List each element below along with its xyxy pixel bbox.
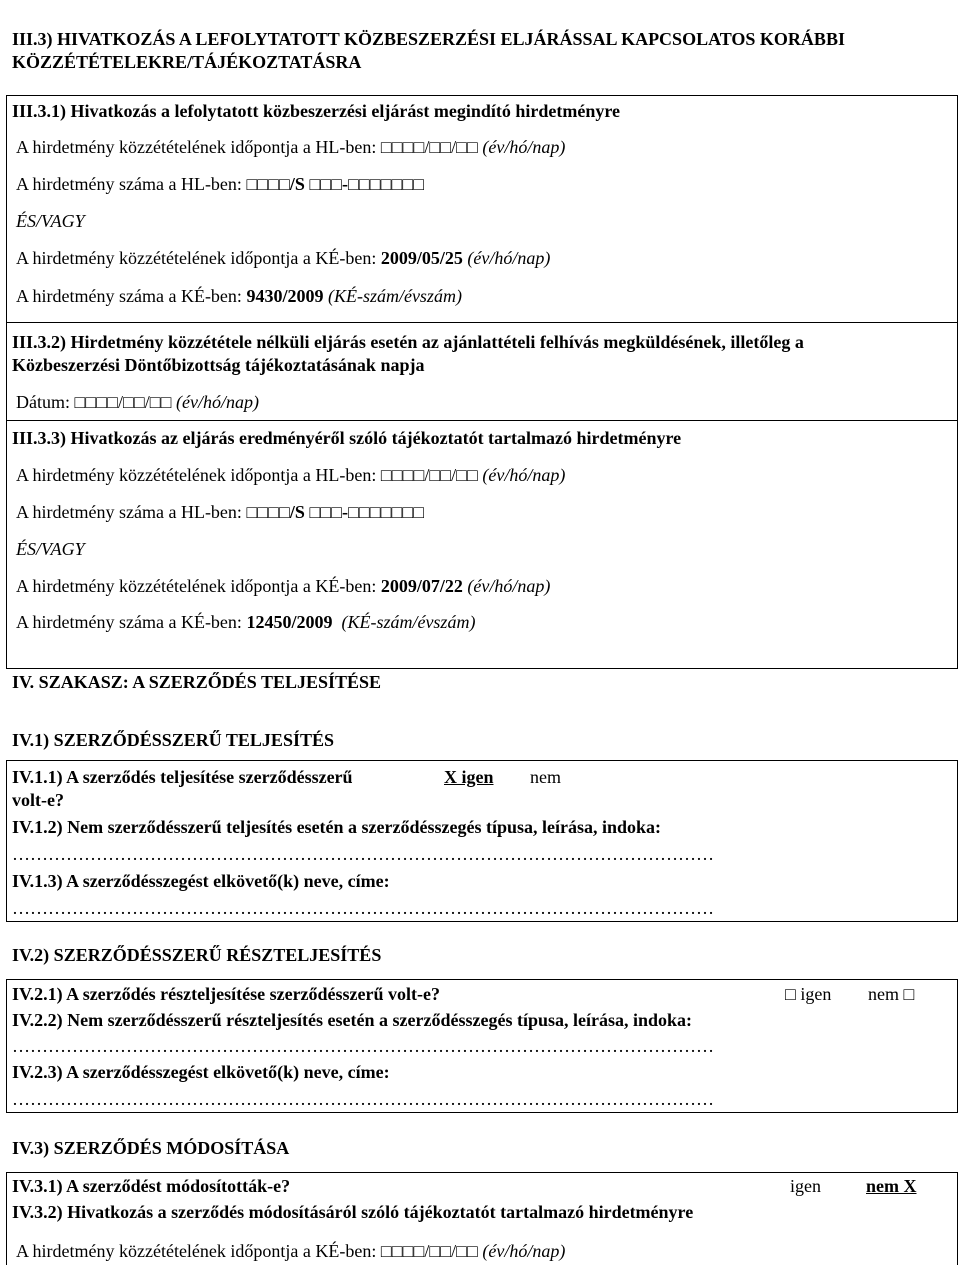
hl-number-label: A hirdetmény száma a HL-ben: [16,174,247,194]
subsection-title-iv3: IV.3) SZERZŐDÉS MÓDOSÍTÁSA [12,1138,290,1158]
ke-number-hint: (KÉ-szám/évszám) [327,286,462,306]
answer-line: ……………………………………………………………………………………………………… [12,898,714,918]
answer-no-checkbox[interactable]: nem □ [868,984,915,1004]
question-iv112: IV.1.2) Nem szerződésszerű teljesítés esetén a szerződésszegés típusa, leírása, indoka: [12,817,662,837]
subsection-title-iii31: III.3.1) Hivatkozás a lefolytatott közbeszerzési eljárást megindító hirdetményre [12,101,621,121]
divider [6,420,958,421]
hl-number-label: A hirdetmény száma a HL-ben: [16,502,247,522]
date-hint: (év/hó/nap) [175,392,259,412]
question-iv221: IV.2.1) A szerződés részteljesítése szerződésszerű volt-e? [12,984,441,1004]
date-row [16,391,259,413]
answer-line: ……………………………………………………………………………………………………… [12,844,714,864]
date-label: Dátum: [16,392,75,412]
box-right-edge [957,95,958,669]
answer-yes[interactable]: igen [790,1176,821,1196]
ke-date-hint: (év/hó/nap) [467,248,551,268]
and-or-label: ÉS/VAGY [16,211,85,231]
section-title-iv: IV. SZAKASZ: A SZERZŐDÉS TELJESÍTÉSE [12,672,382,692]
question-iv222: IV.2.2) Nem szerződésszerű részteljesítés esetén a szerződésszegés típusa, leírása, indoka: [12,1010,693,1030]
hl-number-row [16,501,424,523]
hl-number-row [16,173,424,195]
ke-number-value: 9430/2009 [246,286,324,306]
hl-number-value: □□□□/S □□□-□□□□□□□ [246,174,425,194]
hl-date-label: A hirdetmény közzétételének időpontja a HL-ben: [16,465,381,485]
hl-date-row [16,136,565,158]
ke-number-label: A hirdetmény száma a KÉ-ben: [16,612,247,632]
ke-date-value: 2009/07/22 [380,576,463,596]
date-value: □□□□/□□/□□ [74,392,172,412]
ke-number-row [16,611,475,633]
answer-no-checked[interactable]: nem X [866,1176,917,1196]
answer-line: ……………………………………………………………………………………………………… [12,1036,714,1056]
question-iv332: IV.3.2) Hivatkozás a szerződés módosításáról szóló tájékoztatót tartalmazó hirdetményre [12,1202,694,1222]
ke-number-row [16,285,462,307]
hl-date-hint: (év/hó/nap) [482,137,566,157]
section-header-line1: III.3) HIVATKOZÁS A LEFOLYTATOTT KÖZBESZERZÉSI ELJÁRÁSSAL KAPCSOLATOS KORÁBBI [12,29,845,49]
question-iv331: IV.3.1) A szerződést módosították-e? [12,1176,291,1196]
ke-date-row [16,247,550,269]
ke-date-value: 2009/05/25 [380,248,463,268]
question-iv111: IV.1.1) A szerződés teljesítése szerződésszerű [12,767,353,787]
and-or-label: ÉS/VAGY [16,539,85,559]
ke-date-hint: (év/hó/nap) [467,576,551,596]
hl-date-label: A hirdetmény közzétételének időpontja a HL-ben: [16,137,381,157]
hl-date-hint: (év/hó/nap) [482,465,566,485]
question-iv111-cont: volt-e? [12,790,64,810]
ke-date-hint: (év/hó/nap) [482,1241,566,1261]
answer-yes-checked[interactable]: X igen [444,767,494,787]
subsection-title-iii33: III.3.3) Hivatkozás az eljárás eredményéről szóló tájékoztatót tartalmazó hirdetményre [12,428,682,448]
hl-date-value: □□□□/□□/□□ [380,137,478,157]
section-header-line2: KÖZZÉTÉTELEKRE/TÁJÉKOZTATÁSRA [12,52,362,72]
subsection-title-iv1: IV.1) SZERZŐDÉSSZERŰ TELJESÍTÉS [12,730,334,750]
ke-date-label: A hirdetmény közzétételének időpontja a KÉ-ben: [16,248,381,268]
hl-number-value: □□□□/S □□□-□□□□□□□ [246,502,425,522]
hl-date-value: □□□□/□□/□□ [380,465,478,485]
question-iv113: IV.1.3) A szerződésszegést elkövető(k) neve, címe: [12,871,390,891]
ke-number-hint: (KÉ-szám/évszám) [341,612,476,632]
subsection-title-iii32-line2: Közbeszerzési Döntőbizottság tájékoztatásának napja [12,355,425,375]
ke-date-row [16,575,550,597]
answer-yes-checkbox[interactable]: □ igen [785,984,832,1004]
ke-number-value: 12450/2009 [246,612,333,632]
subsection-title-iv2: IV.2) SZERZŐDÉSSZERŰ RÉSZTELJESÍTÉS [12,945,382,965]
subsection-title-iii32-line1: III.3.2) Hirdetmény közzététele nélküli eljárás esetén az ajánlattételi felhívás megküldésének, illetőleg a [12,332,804,352]
ke-number-label: A hirdetmény száma a KÉ-ben: [16,286,247,306]
ke-date-label: A hirdetmény közzétételének időpontja a KÉ-ben: [16,576,381,596]
hl-date-row [16,464,565,486]
ke-date-value: □□□□/□□/□□ [380,1241,478,1261]
ke-date-label: A hirdetmény közzétételének időpontja a KÉ-ben: [16,1241,381,1261]
ke-date-row [16,1240,565,1262]
answer-line: ……………………………………………………………………………………………………… [12,1089,714,1109]
answer-no[interactable]: nem [530,767,561,787]
question-iv223: IV.2.3) A szerződésszegést elkövető(k) neve, címe: [12,1062,390,1082]
